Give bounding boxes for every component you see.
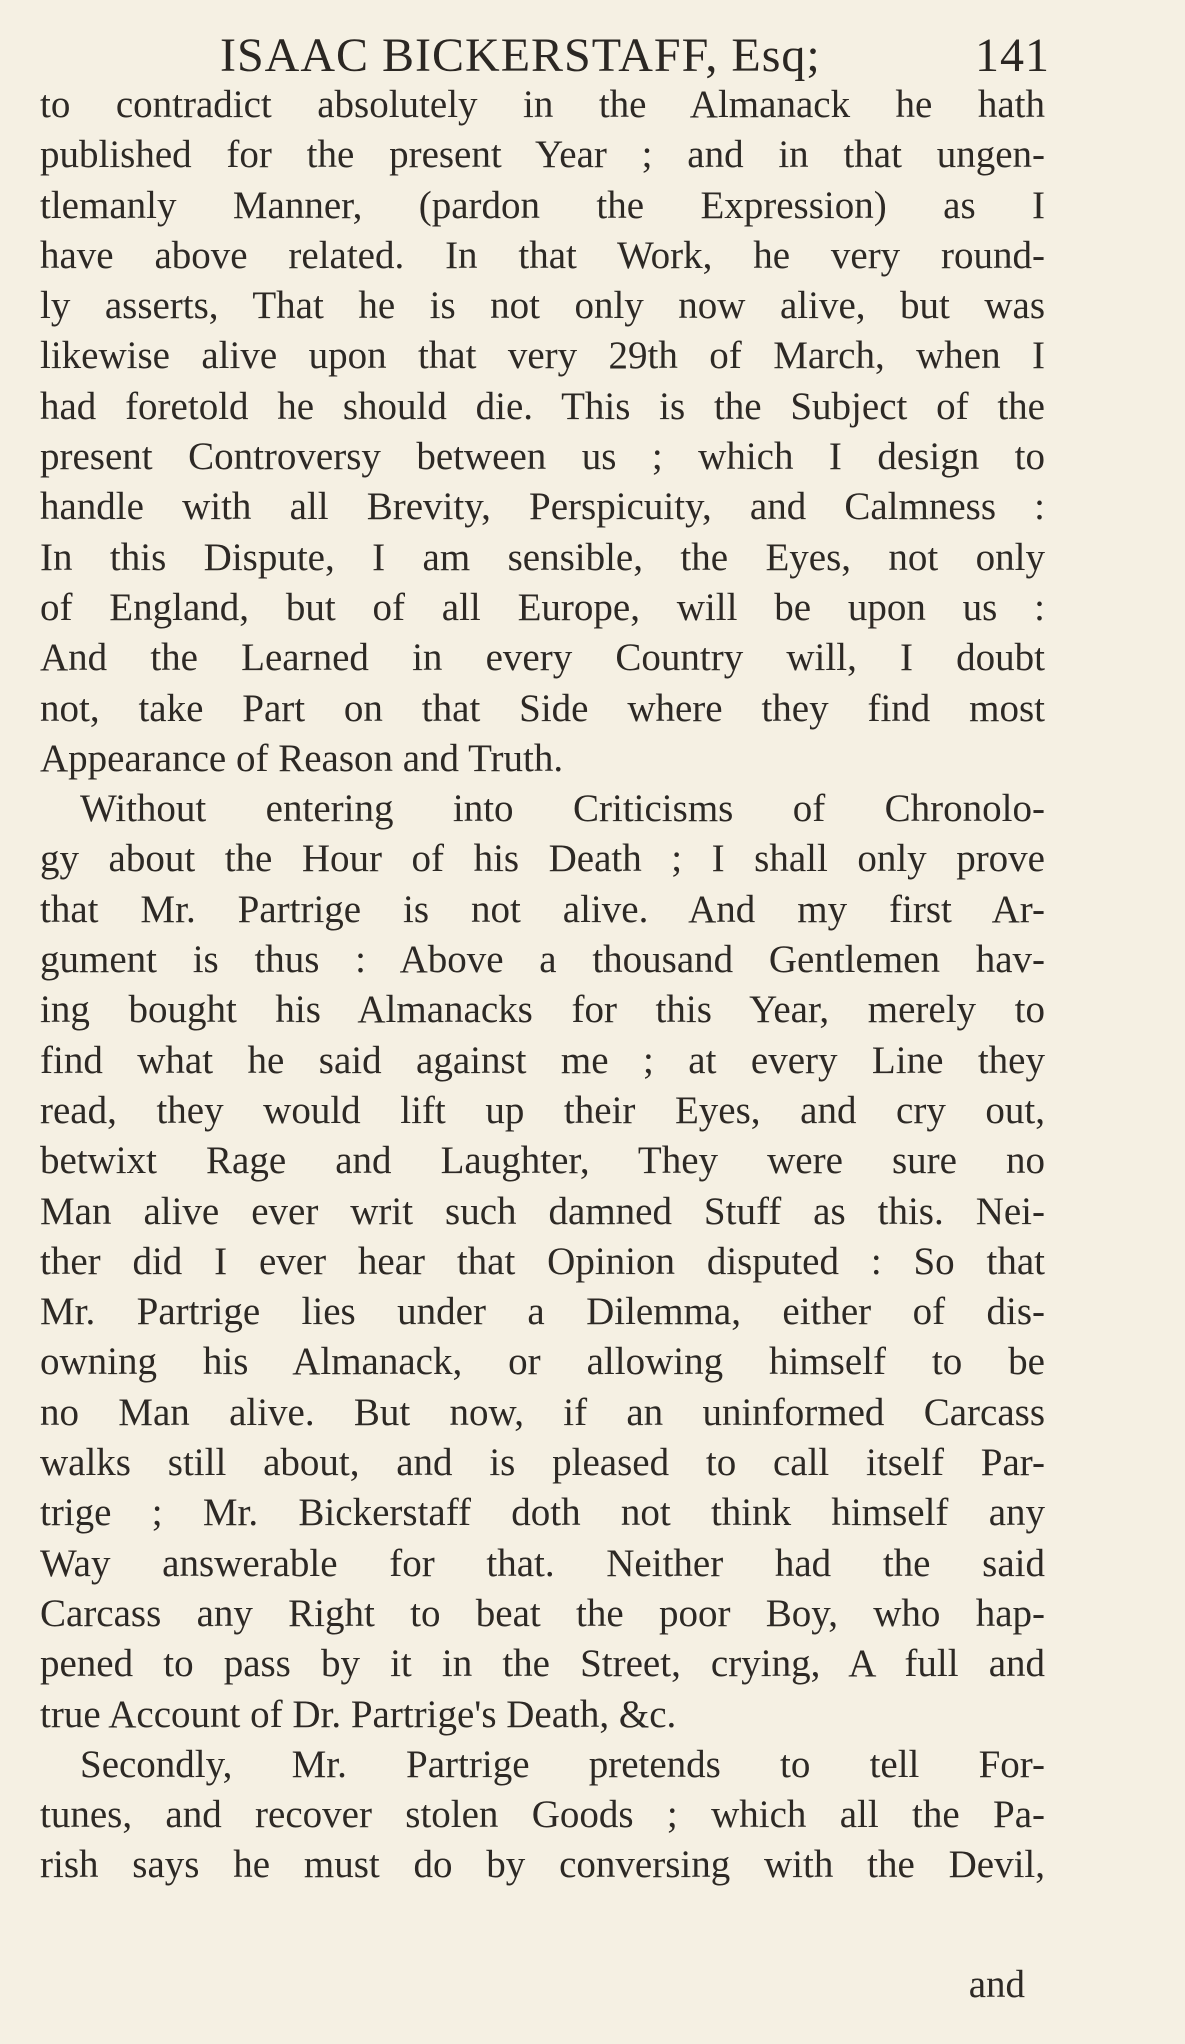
- text-line: Carcass any Right to beat the poor Boy, who hap-: [40, 1591, 1045, 1635]
- text-line: of England, but of all Europe, will be upon us :: [40, 585, 1045, 629]
- text-line: ly asserts, That he is not only now alive, but was: [40, 284, 1045, 328]
- text-line: And the Learned in every Country will, I doubt: [40, 636, 1045, 680]
- text-line: In this Dispute, I am sensible, the Eyes, not only: [40, 535, 1045, 579]
- text-line: walks still about, and is pleased to call itself Par-: [40, 1441, 1045, 1485]
- text-line: true Account of Dr. Partrige's Death, &c.: [40, 1692, 677, 1736]
- text-line: gy about the Hour of his Death ; I shall only prove: [40, 837, 1045, 881]
- page-number: 141: [975, 29, 1050, 82]
- paragraph-start-line: Without entering into Criticisms of Chronolo-: [80, 787, 1045, 831]
- text-line: have above related. In that Work, he very round-: [40, 233, 1045, 277]
- text-line: Man alive ever writ such damned Stuff as this. Nei-: [40, 1189, 1045, 1233]
- text-line: rish says he must do by conversing with the Devil,: [40, 1843, 1045, 1887]
- text-line: find what he said against me ; at every Line they: [40, 1038, 1045, 1082]
- text-line: that Mr. Partrige is not alive. And my first Ar-: [40, 887, 1045, 931]
- text-line: no Man alive. But now, if an uninformed Carcass: [40, 1390, 1045, 1434]
- text-line: pened to pass by it in the Street, crying, A full and: [40, 1642, 1045, 1686]
- text-line: handle with all Brevity, Perspicuity, and Calmness :: [40, 485, 1045, 529]
- text-line: Appearance of Reason and Truth.: [40, 736, 564, 780]
- text-line: ing bought his Almanacks for this Year, merely to: [40, 988, 1045, 1032]
- text-line: gument is thus : Above a thousand Gentlemen hav-: [40, 938, 1045, 982]
- text-line: present Controversy between us ; which I design to: [40, 435, 1045, 479]
- text-line: Way answerable for that. Neither had the said: [40, 1541, 1045, 1585]
- text-line: not, take Part on that Side where they find most: [40, 686, 1045, 730]
- text-line: read, they would lift up their Eyes, and cry out,: [40, 1088, 1045, 1132]
- text-line: tlemanly Manner, (pardon the Expression) as I: [40, 183, 1045, 227]
- text-line: trige ; Mr. Bickerstaff doth not think himself any: [40, 1491, 1045, 1535]
- page-body-text: [40, 80, 1045, 1891]
- text-line: Mr. Partrige lies under a Dilemma, either of dis-: [40, 1290, 1045, 1334]
- text-line: betwixt Rage and Laughter, They were sure no: [40, 1139, 1045, 1183]
- text-line: owning his Almanack, or allowing himself to be: [40, 1340, 1045, 1384]
- catchword: and: [968, 1963, 1025, 2006]
- paragraph-start-line: Secondly, Mr. Partrige pretends to tell For-: [80, 1742, 1045, 1786]
- text-line: tunes, and recover stolen Goods ; which all the Pa-: [40, 1793, 1045, 1837]
- text-line: had foretold he should die. This is the Subject of the: [40, 384, 1045, 428]
- text-line: published for the present Year ; and in that ungen-: [40, 133, 1045, 177]
- text-line: to contradict absolutely in the Almanack he hath: [40, 83, 1045, 126]
- running-title: ISAAC BICKERSTAFF, Esq;: [220, 29, 821, 82]
- text-line: likewise alive upon that very 29th of March, when I: [40, 334, 1045, 378]
- text-line: ther did I ever hear that Opinion disputed : So that: [40, 1239, 1045, 1283]
